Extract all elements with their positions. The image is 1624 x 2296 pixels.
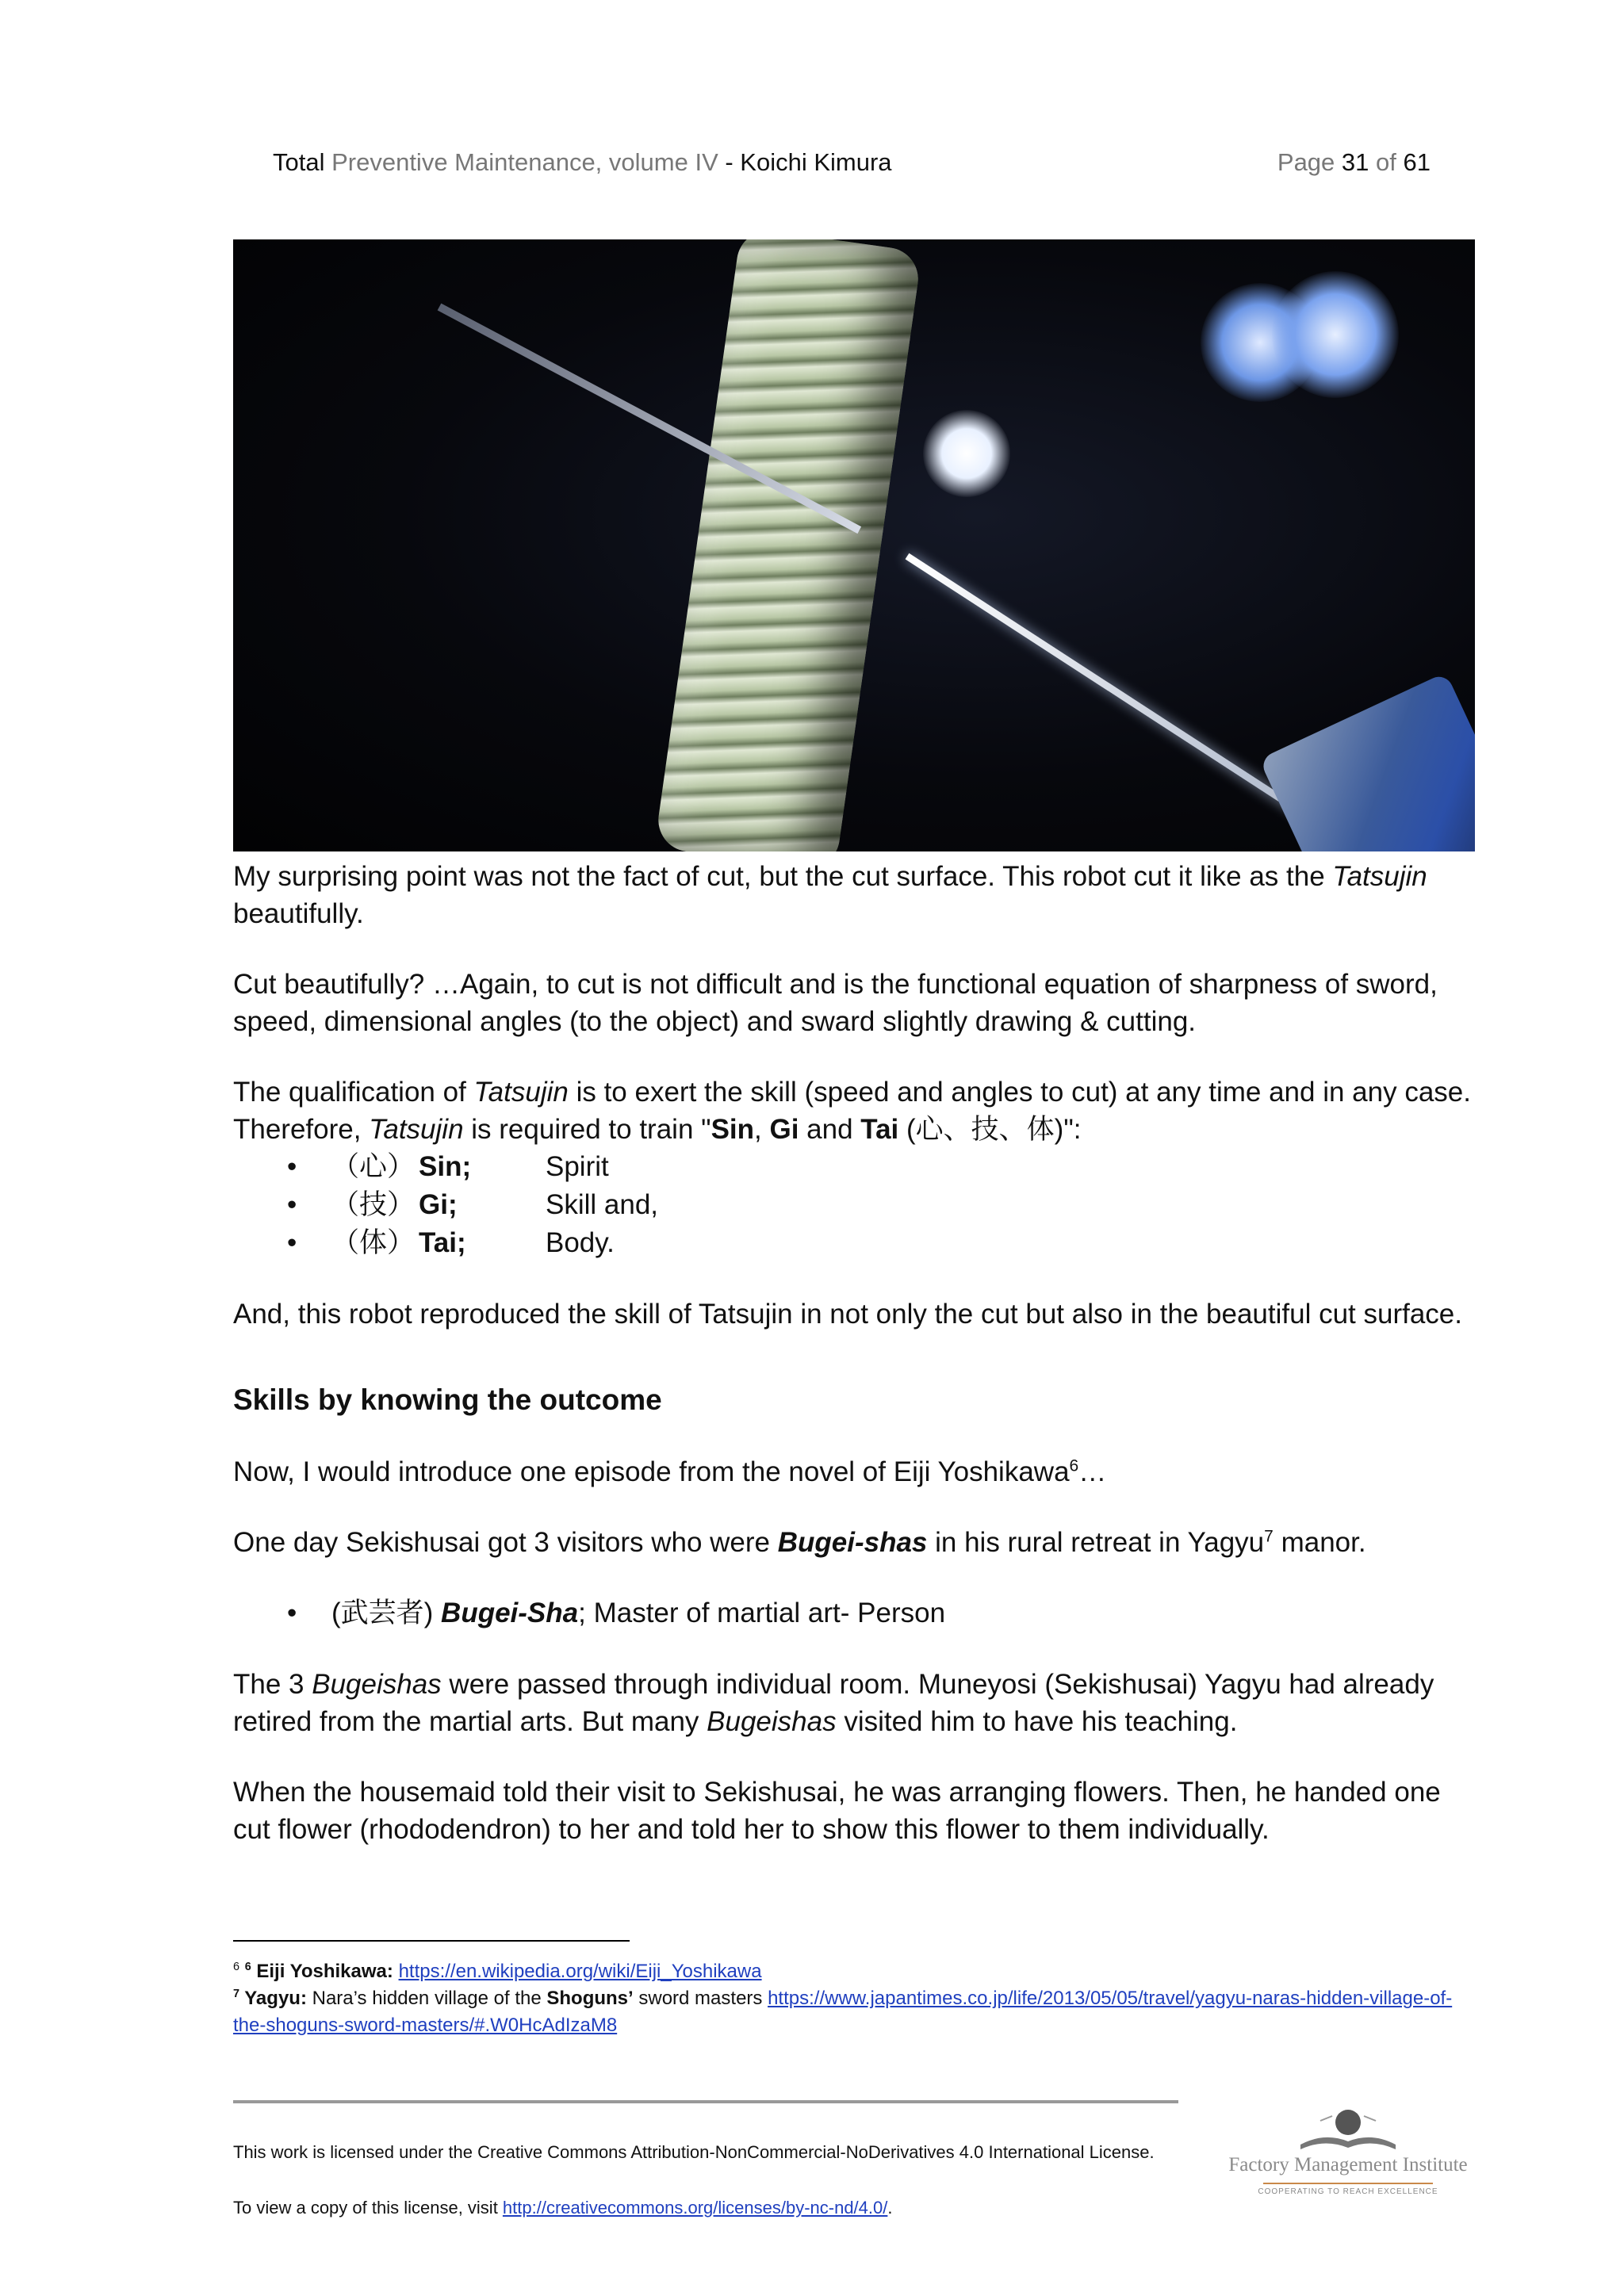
robot-cutting-photo — [233, 239, 1475, 851]
footnote-ref-6[interactable]: 6 — [1069, 1456, 1079, 1475]
footnote-ref-7[interactable]: 7 — [1264, 1527, 1274, 1546]
license-copy-line: To view a copy of this license, visit http://creativecommons.org/licenses/by-nc-nd/4.0/. — [233, 2198, 893, 2218]
paragraph-4: And, this robot reproduced the skill of Tatsujin in not only the cut but also in the beautiful cut surface. — [233, 1299, 1462, 1330]
section-heading: Skills by knowing the outcome — [233, 1383, 662, 1416]
footnote-6: $^6$ $^6$ Eiji Yoshikawa: https://en.wikipedia.org/wiki/Eiji_Yoshikawa — [233, 1961, 762, 1982]
page-header — [273, 143, 1431, 182]
license-link[interactable]: http://creativecommons.org/licenses/by-nc-nd/4.0/ — [502, 2198, 888, 2218]
logo-tagline: COOPERATING TO REACH EXCELLENCE — [1258, 2187, 1438, 2196]
paragraph-1: My surprising point was not the fact of cut, but the cut surface. This robot cut it like as the Tatsujin beautifully. — [233, 861, 1427, 929]
footnotes — [233, 1958, 1478, 2039]
rope-bundle — [654, 239, 922, 851]
list-item: • （体） Tai; Body. — [287, 1227, 615, 1258]
list-item: • （技） Gi; Skill and, — [287, 1189, 659, 1220]
list-item: • (武芸者) Bugei-Sha; Master of martial art- Person — [287, 1598, 946, 1628]
japantimes-link[interactable]: https://www.japantimes.co.jp/life/2013/05/05/travel/yagyu-naras-hidden-village-of-the-shoguns-sword-masters/#.W0HcAdIzaM8 — [233, 1988, 1453, 2036]
page-number: Page 31 of 61 — [1277, 148, 1431, 176]
body-text — [233, 858, 1478, 1881]
paragraph-2: Cut beautifully? …Again, to cut is not difficult and is the functional equation of sharpness of sword, speed, dimensional angles (to the object) and sward slightly drawing & cutting. — [233, 969, 1438, 1037]
open-book-icon — [1225, 2105, 1471, 2156]
paragraph-6: One day Sekishusai got 3 visitors who were Bugei-shas in his rural retreat in Yagyu$^7$ manor. — [233, 1527, 1366, 1558]
bugei-sha-list — [233, 1594, 1478, 1632]
paragraph-7: The 3 Bugeishas were passed through individual room. Muneyosi (Sekishusai) Yagyu had already retired from the martial arts. But many Bugeishas visited him to have his teaching. — [233, 1669, 1434, 1737]
footnote-7: $^7$ Yagyu: Nara’s hidden village of the Shoguns’ sword masters https://www.japantimes.co.jp/life/2013/05/05/travel/yagyu-naras-hidden-village-of-the-shoguns-sword-masters/#.W0HcAdIzaM8 — [233, 1988, 1453, 2036]
logo-title: Factory Management Institute — [1228, 2154, 1468, 2175]
paragraph-5: Now, I would introduce one episode from the novel of Eiji Yoshikawa$^6$… — [233, 1456, 1107, 1487]
light-flare — [923, 410, 1010, 497]
sin-gi-tai-list — [233, 1148, 1478, 1262]
list-item: • （心） Sin; Spirit — [287, 1151, 609, 1182]
footer-divider — [233, 2100, 1178, 2103]
logo-underline — [1263, 2183, 1433, 2184]
footnote-divider — [233, 1940, 630, 1942]
factory-management-institute-logo — [1225, 2105, 1471, 2216]
paragraph-3: The qualification of Tatsujin is to exert the skill (speed and angles to cut) at any time and in any case. Therefore, Tatsujin is required to train "Sin, Gi and Tai (心、技、体)": — [233, 1077, 1471, 1145]
license-line: This work is licensed under the Creative Commons Attribution-NonCommercial-NoDerivatives 4.0 International License. — [233, 2142, 1155, 2162]
blade-lower — [906, 553, 1335, 836]
wikipedia-link[interactable]: https://en.wikipedia.org/wiki/Eiji_Yoshikawa — [398, 1961, 762, 1982]
robot-arm — [1259, 672, 1475, 851]
blue-light-right — [1272, 271, 1399, 398]
document-title: Total Preventive Maintenance, volume IV - Koichi Kimura — [273, 148, 892, 176]
paragraph-8: When the housemaid told their visit to Sekishusai, he was arranging flowers. Then, he handed one cut flower (rhododendron) to her and told her to show this flower to them individually. — [233, 1777, 1441, 1845]
